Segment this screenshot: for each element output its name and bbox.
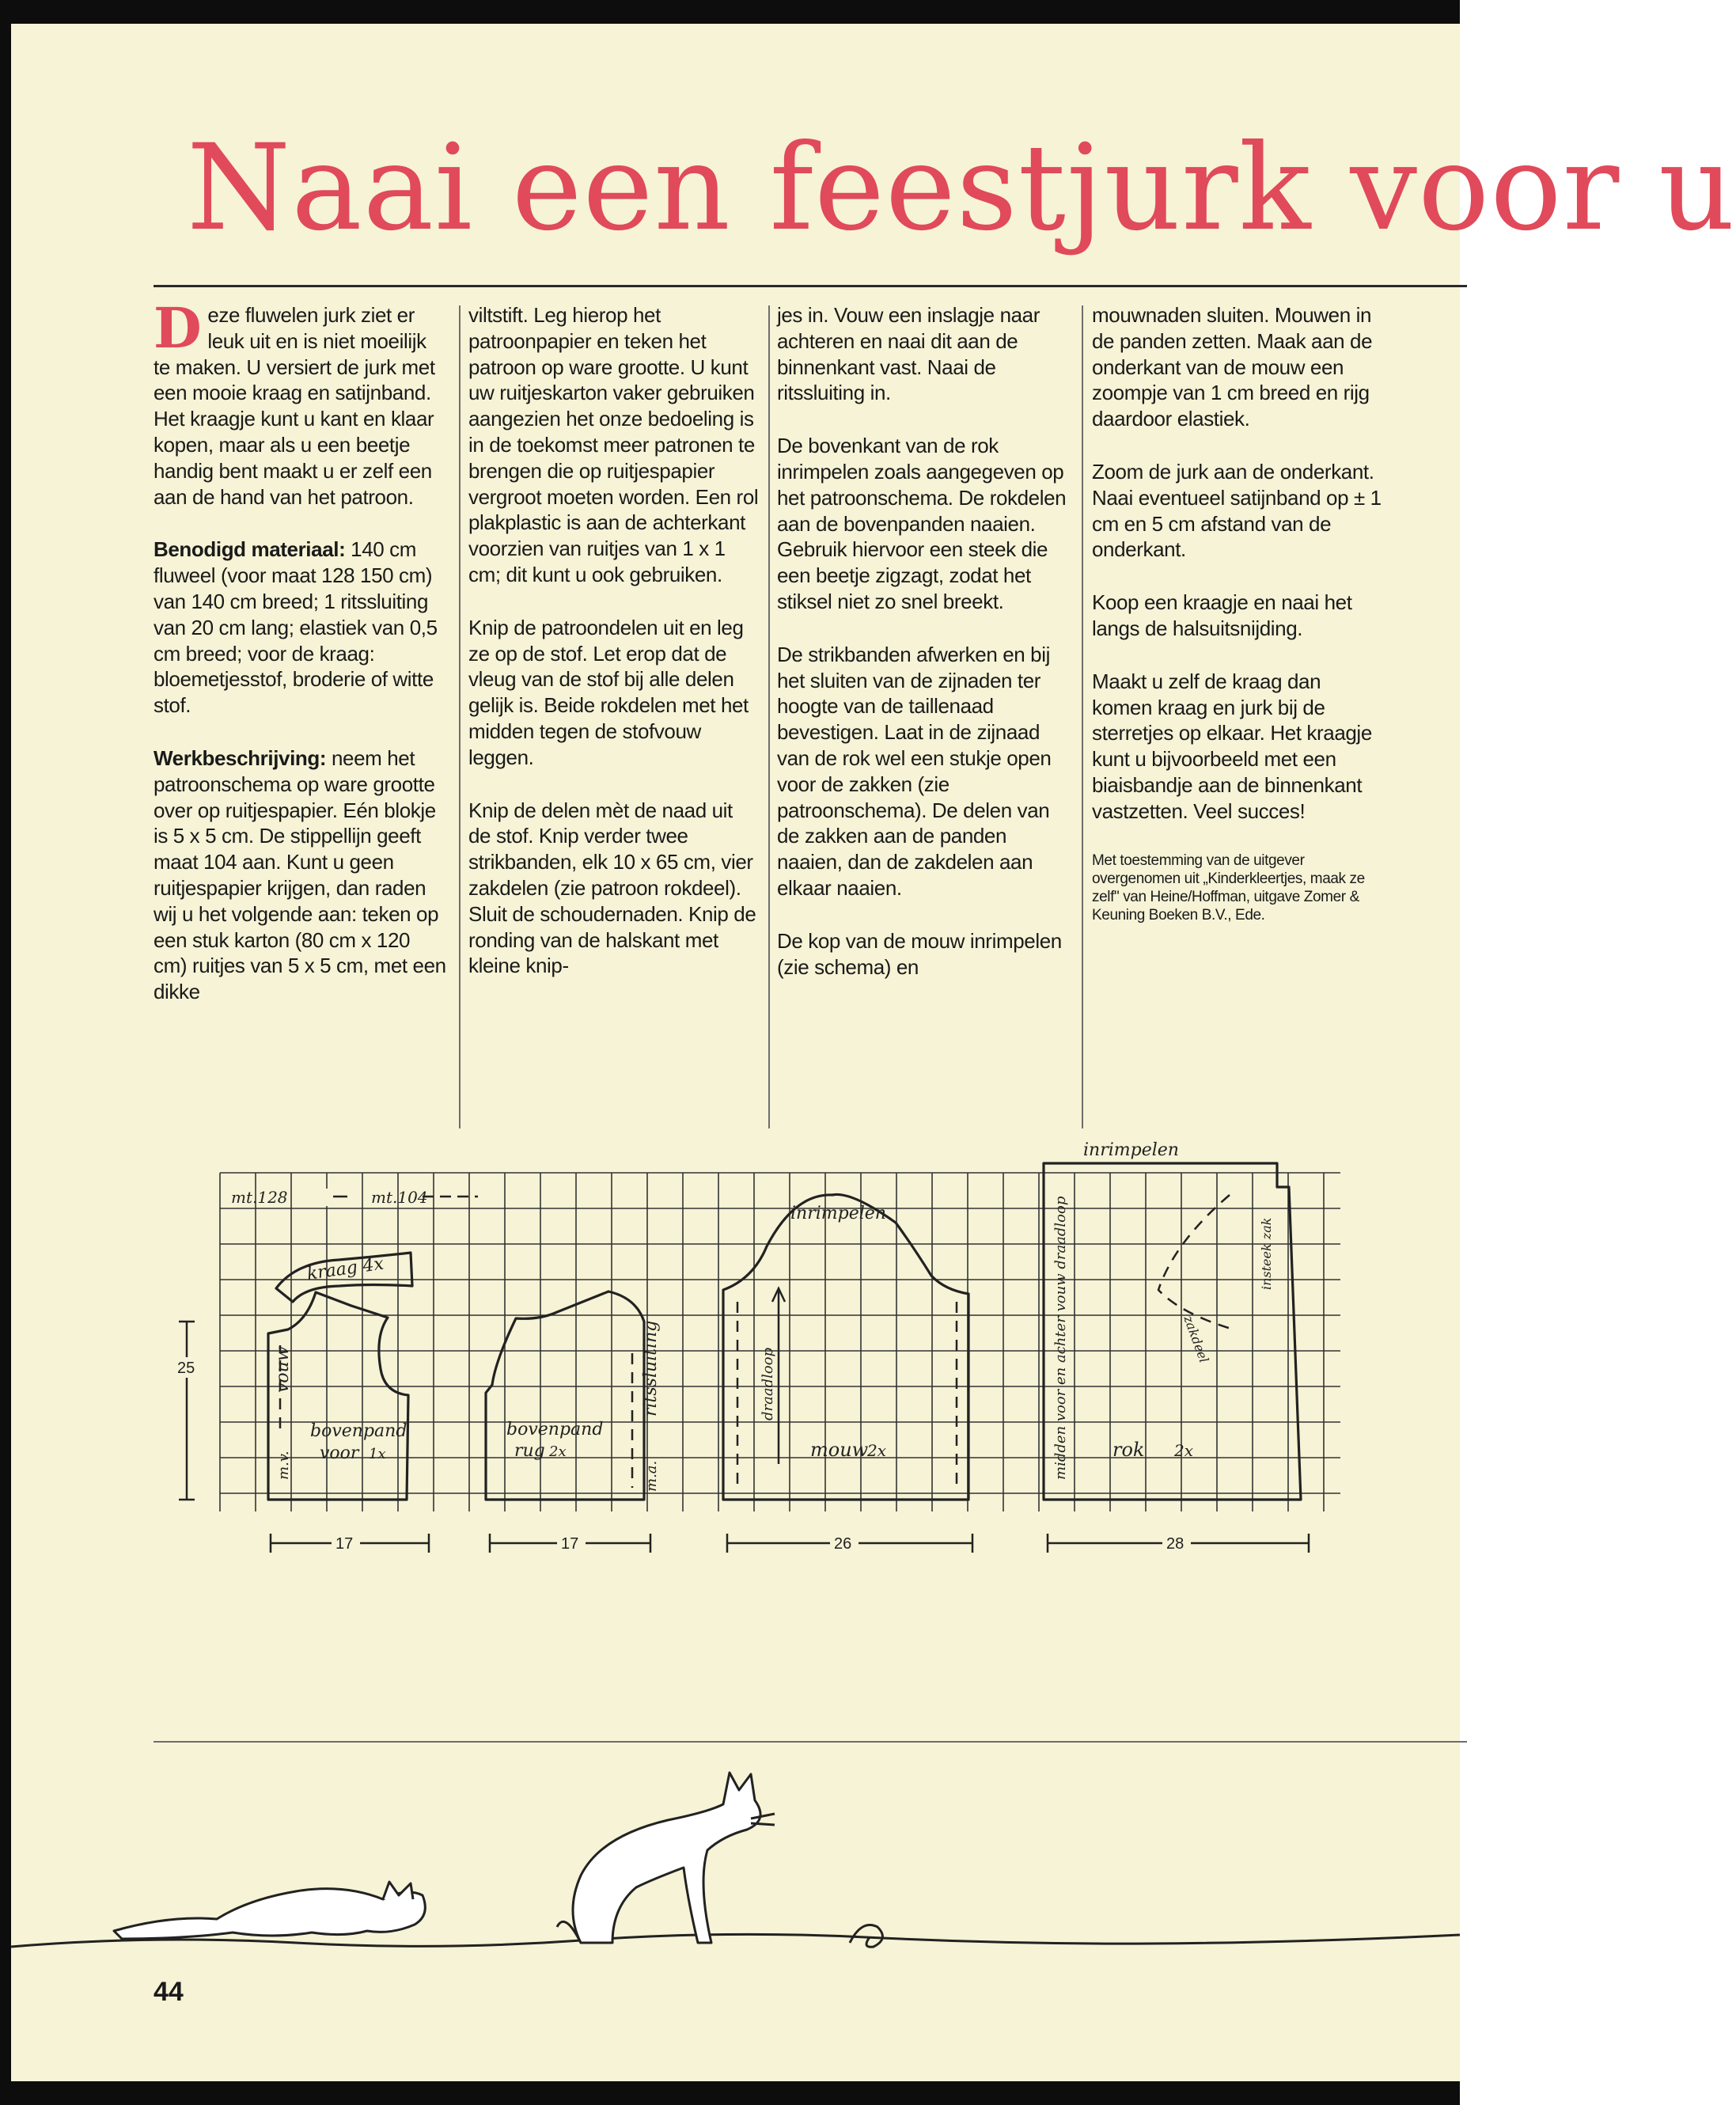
paragraph: Zoom de jurk aan de onderkant. Naai eventueel satijnband op ± 1 cm en 5 cm afstand van de onderkant. [1092,459,1382,562]
yarn-ball-icon [850,1925,882,1948]
dimension-17b: 17 [561,1535,579,1553]
article-column-2 [468,302,760,1006]
collar-label: kraag 4x [305,1254,385,1284]
instructions-paragraph [154,745,446,1005]
credits-note: Met toestemming van de uitgever overgenomen uit „Kinderkleertjes, maak ze zelf" van Heine/Hoffman, uitgave Zomer & Keuning Boeken B.V., Ede. [1092,851,1365,924]
pocket-line [1158,1195,1234,1329]
materials-text: 140 cm fluweel (voor maat 128 150 cm) van 140 cm breed; 1 ritssluiting van 20 cm lang; elastiek van 0,5 cm breed; voor de kraag: bloemetjesstof, broderie of witte stof. [154,537,438,718]
dimension-17a: 17 [335,1535,354,1553]
paragraph: De strikbanden afwerken en bij het sluiten van de zijnaden ter hoogte van de taillenaad bevestigen. Laat in de zijnaad van de rok wel een stukje open voor de zakken (zie patroonschema). De delen van de zakken aan de panden naaien, dan de zakdelen aan elkaar naaien. [777,642,1052,900]
standing-cat-icon [557,1773,775,1943]
instructions-label: Werkbeschrijving: [154,745,327,770]
grainline-label: draadloop [760,1347,776,1420]
cat-illustration [11,1749,1460,1955]
back-bodice-piece [486,1291,644,1500]
column-divider [1082,305,1083,1128]
center-front-label: m.v. [275,1451,292,1480]
skirt-gather-label: inrimpelen [1083,1140,1179,1160]
column-divider [768,305,770,1128]
paragraph: Knip de patroondelen uit en leg ze op de stof. Let erop dat de vleug van de stof bij alle delen gelijk is. Beide rokdelen met het midden tegen de stofvouw leggen. [468,615,749,769]
intro-text: eze fluwelen jurk ziet er leuk uit en is niet moeilijk te maken. U versiert de jurk met een mooie kraag en satijnband. Het kraagje kunt u kant en klaar kopen, maar als u een beetje handig bent maakt u er zelf een aan de hand van het patroon. [154,303,435,509]
skirt-count: 2x [1174,1441,1194,1460]
back-label: rug [514,1441,545,1461]
paragraph: Knip de delen mèt de naad uit de stof. Knip verder twee strikbanden, elk 10 x 65 cm, vier zakdelen (zie patroon rokdeel). Sluit de schoudernaden. Knip de ronding van de halskant met kleine knip- [468,798,756,978]
page-title: Naai een feestjurk voor u [187,119,1736,257]
back-bodice-label: bovenpand [506,1420,604,1439]
pocket-opening-label: insteek zak [1259,1217,1274,1290]
title-divider [154,285,1467,287]
dimension-28: 28 [1166,1535,1184,1553]
ground-line [11,1934,1460,1947]
sleeve-count: 2x [867,1441,887,1460]
instructions-text: neem het patroonschema op ware grootte over op ruitjespapier. Eén blokje is 5 x 5 cm. De stippellijn geeft maat 104 aan. Kunt u geen ruitjespapier krijgen, dan raden wij u het volgende aan: teken op een stuk karton (80 cm x 120 cm) ruitjes van 5 x 5 cm, met een dikke [154,745,446,1004]
materials-paragraph [154,537,446,719]
article-column-1 [154,295,446,1032]
fold-label: vouw [273,1346,293,1393]
paragraph: Koop een kraagje en naai het langs de halsuitsnijding. [1092,590,1352,640]
front-count: 1x [369,1446,386,1462]
dimension-25: 25 [177,1360,195,1377]
paragraph: De kop van de mouw inrimpelen (zie schema) en [777,928,1062,979]
paragraph: viltstift. Leg hierop het patroonpapier en teken het patroon op ware grootte. U kunt uw ruitjeskarton vaker gebruiken aangezien het onze bedoeling is in de toekomst meer patronen te brengen die op ruitjespapier vergroot moeten worden. Een rol plakplastic is aan de achterkant voorzien van ruitjes van 1 x 1 cm; dit kunt u ook gebruiken. [468,303,759,586]
paragraph: mouwnaden sluiten. Mouwen in de panden zetten. Maak aan de onderkant van de mouw een zoompje van 1 cm breed en rijg daardoor elastiek. [1092,303,1373,431]
center-back-label: m.a. [643,1460,660,1492]
article-column-4 [1092,302,1385,951]
front-label: voor [320,1443,359,1463]
dimension-26: 26 [834,1535,852,1553]
page-number: 44 [154,1977,184,2007]
legend-128: mt.128 [231,1188,288,1207]
skirt-label: rok [1112,1439,1145,1461]
materials-label: Benodigd materiaal: [154,537,346,562]
pattern-diagram [11,1132,1460,1765]
legend-104: mt.104 [371,1188,428,1207]
back-count: 2x [549,1443,567,1460]
column-divider [459,305,461,1128]
article-column-3 [777,302,1070,1007]
pocket-piece-label: zakdeel [1181,1313,1212,1365]
magazine-page [11,24,1736,2081]
sleeve-label: mouw [810,1439,869,1461]
paragraph: jes in. Vouw een inslagje naar achteren en naai dit aan de binnenkant vast. Naai de ritssluiting in. [777,303,1040,405]
zipper-label: ritssluiting [641,1320,661,1417]
intro-paragraph [154,295,446,510]
paragraph: De bovenkant van de rok inrimpelen zoals aangegeven op het patroonschema. De rokdelen aan de bovenpanden naaien. Gebruik hiervoor een steek die een beetje zigzagt, zodat het stiksel niet zo snel breekt. [777,434,1067,613]
sleeve-gather-label: inrimpelen [790,1204,886,1223]
skirt-piece [1044,1163,1301,1500]
footer-divider [154,1741,1467,1743]
crouching-cat-icon [114,1882,425,1939]
fold-grainline-note: midden voor en achter vouw draadloop [1052,1196,1069,1480]
paragraph: Maakt u zelf de kraag dan komen kraag en jurk bij de sterretjes op elkaar. Het kraagje kunt u bijvoorbeeld met een biaisbandje aan de binnenkant vastzetten. Veel succes! [1092,669,1372,823]
drop-cap: D [154,295,202,361]
front-bodice-label: bovenpand [310,1421,407,1441]
